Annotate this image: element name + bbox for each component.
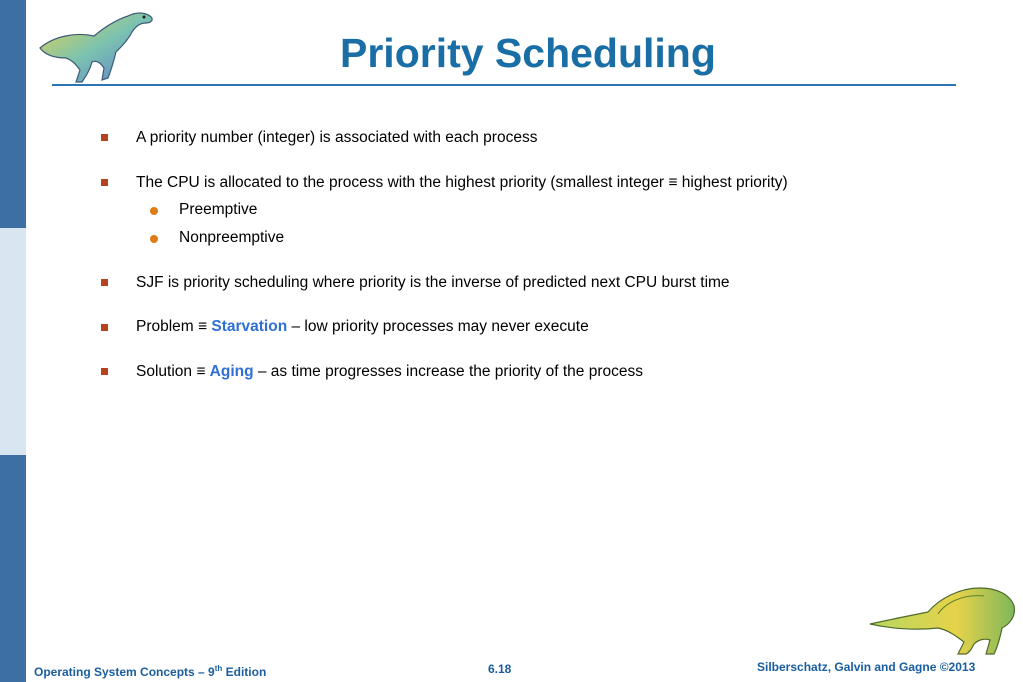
solution-prefix: Solution ≡ <box>136 363 210 380</box>
footer-title-main: Operating System Concepts – 9 <box>34 665 215 679</box>
sidebar-segment-top <box>0 0 26 228</box>
sidebar-segment-middle <box>0 228 26 455</box>
problem-prefix: Problem ≡ <box>136 318 212 335</box>
bullet-priority-number: A priority number (integer) is associated with each process <box>136 129 538 146</box>
bullet-problem <box>136 318 589 336</box>
footer-title-end: Edition <box>222 665 267 679</box>
square-bullet-icon <box>101 279 108 286</box>
problem-suffix: – low priority processes may never execute <box>287 318 589 335</box>
slide-title: Priority Scheduling <box>340 30 716 76</box>
title-divider <box>52 84 956 86</box>
footer-authors: Silberschatz, Galvin and Gagne ©2013 <box>757 660 976 674</box>
sub-bullet-preemptive: Preemptive <box>179 201 258 218</box>
square-bullet-icon <box>101 179 108 186</box>
sidebar-band <box>0 0 26 682</box>
bullet-sjf: SJF is priority scheduling where priority is the inverse of predicted next CPU burst time <box>136 274 730 291</box>
square-bullet-icon <box>101 134 108 141</box>
sub-bullet-nonpreemptive: Nonpreemptive <box>179 229 285 246</box>
solution-suffix: – as time progresses increase the priority of the process <box>253 363 643 380</box>
bullet-cpu-allocated: The CPU is allocated to the process with the highest priority (smallest integer ≡ highest priority) <box>136 174 788 191</box>
dinosaur-logo-top-icon <box>36 6 158 86</box>
problem-term: Starvation <box>211 318 288 335</box>
solution-term: Aging <box>209 363 254 380</box>
square-bullet-icon <box>101 324 108 331</box>
sidebar-segment-bottom <box>0 455 26 682</box>
footer-title-sup: th <box>214 664 223 673</box>
dinosaur-logo-bottom-icon <box>868 584 1018 656</box>
square-bullet-icon <box>101 368 108 375</box>
round-bullet-icon <box>150 235 158 243</box>
round-bullet-icon <box>150 207 158 215</box>
bullet-solution <box>136 363 643 381</box>
footer-book-title <box>34 664 266 679</box>
footer-page-number: 6.18 <box>488 662 512 676</box>
